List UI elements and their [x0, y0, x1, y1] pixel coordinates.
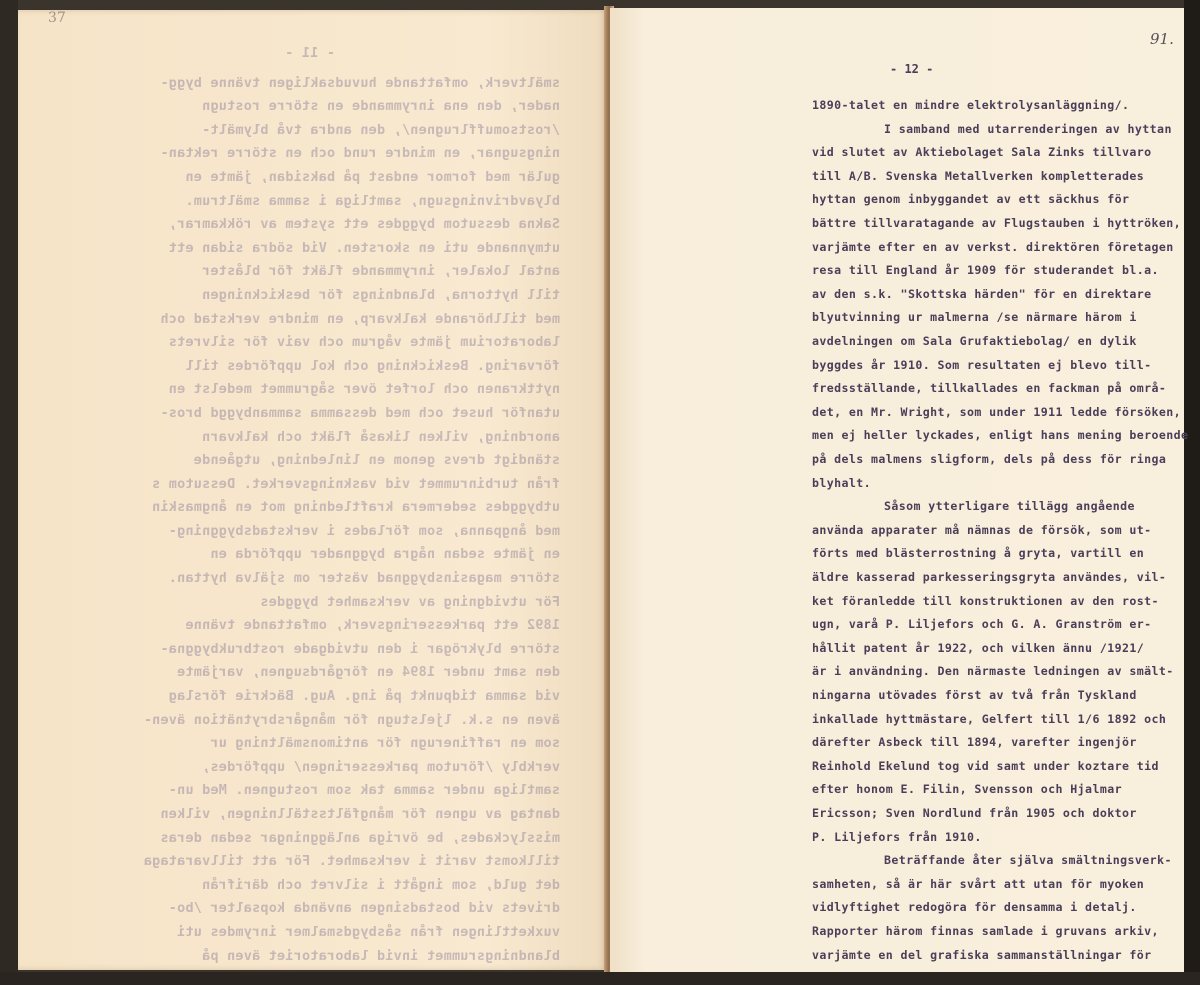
text-line: inkallade hyttmästare, Gelfert till 1/6 1892 och [812, 711, 1167, 726]
text-line: därefter Asbeck till 1894, varefter ingenjör [812, 735, 1137, 750]
bleed-line: det guld, som ingått i silvret och därifrån [201, 876, 560, 893]
text-line: vid slutet av Aktiebolaget Sala Zinks tillvaro [812, 145, 1152, 160]
scan-border-bottom [0, 972, 1200, 985]
text-line: äldre kasserad parkesseringsgryta användes, vil- [812, 570, 1167, 584]
bleed-line: blandningsrummet invid laboratoriet även på [201, 947, 560, 964]
text-line: vidlyftighet redogöra för densamma i detalj. [812, 900, 1137, 915]
bleed-line: /rostsomufflrugnen/, den andra två blymält- [201, 121, 560, 138]
bleed-line: samtliga under samma tak som rostugnen. Med un- [168, 782, 560, 799]
bleed-line: utbyggdes sedermera kraftledning mot en ångmaskin [151, 499, 560, 516]
bleed-line: För utvidgning av verksamhet byggdes [260, 593, 560, 610]
text-line: varjämte efter en av verkst. direktören företagen [812, 239, 1174, 254]
bleed-line: förvaring. Beskickning och kol uppfördes till [185, 357, 560, 374]
mirrored-page-number: - 11 - [285, 45, 335, 61]
bleed-through-text [60, 42, 560, 968]
bleed-line: gulär med formor endast på baksidan, jämte en [185, 168, 560, 185]
text-line: fredsställande, tillkallades en fackman på områ- [812, 381, 1167, 396]
bleed-line: större magasinsbyggnad väster om själva hyttan. [168, 570, 560, 587]
bleed-line: Sakna dessutom byggdes ett system av rökkamrar, [168, 216, 560, 233]
text-line: ket föranledde till konstruktionen av den rost- [812, 593, 1159, 608]
archive-page-number: 91. [1150, 30, 1174, 48]
text-line: samheten, så är här svårt att utan för myoken [812, 876, 1145, 891]
bleed-line: ständigt drevs genom en linledning, utgående [193, 452, 560, 469]
bleed-line: vid samma tidpunkt på ing. Aug. Bäckrie förslag [168, 688, 560, 705]
bleed-line: en jämte sedan några byggnader uppförda en [210, 546, 560, 563]
text-line: bättre tillvaratagande av Flugstauben i hyttröken, [812, 216, 1182, 230]
bleed-line: verkbly /förutom parkesseringen/ uppfördes, [201, 758, 560, 775]
text-line: ningarna utövades först av två från Tyskland [812, 688, 1137, 702]
bleed-line: tillkomst varit i verksamhet. För att tillvarataga [143, 853, 560, 870]
text-line: avdelningen om Sala Grufaktiebolag/ en dylik [812, 334, 1137, 348]
scan-border-left [0, 0, 18, 985]
text-line: hyttan genom inbyggandet av ett säckhus för [812, 192, 1130, 207]
text-line: Rapporter härom finnas samlade i gruvans arkiv, [812, 924, 1159, 938]
bleed-line: utmynnande uti en skorsten. Vid södra sidan ett [168, 239, 560, 256]
bleed-line: smältverk, omfattande huvudsakligen tvänne bygg- [160, 74, 560, 91]
text-line: men ej heller lyckades, enligt hans mening beroende [812, 428, 1189, 443]
bleed-line: antal lokaler, inrymmande fläkt för blåster [201, 263, 560, 280]
bleed-line: blyavdrivningsugn, samtliga i samma smältrum. [185, 192, 560, 209]
text-line: Ericsson; Sven Nordlund från 1905 och doktor [812, 806, 1137, 820]
left-corner-pencil-mark: 37 [48, 10, 66, 26]
bleed-line: större blykrögar i den utvidgade rostbrukbyggna- [160, 640, 560, 657]
text-line: på dels malmens sligform, dels på dess för ringa [812, 452, 1167, 466]
bleed-line: anordning, vilken likaså fläkt och kalkvarn [201, 428, 560, 445]
text-line: till A/B. Svenska Metallverken kompletterades [812, 168, 1145, 183]
text-line: förts med blästerrostning å gryta, vartill en [812, 546, 1145, 561]
text-line: 1890-talet en mindre elektrolysanläggning/. [812, 98, 1130, 112]
text-line: är i användning. Den närmaste ledningen av smält- [812, 664, 1174, 679]
bleed-line: som en raffinerugn för antimonsmältning ur [210, 735, 560, 752]
bleed-line: nader, den ena inrymmande en större rostugn [201, 98, 560, 115]
text-line: varjämte en del grafiska sammanställningar för [812, 947, 1152, 962]
bleed-line: vuxkettlingen från såsbygdsmalmer inrymdes uti [176, 923, 560, 940]
text-line: P. Liljefors från 1910. [812, 829, 982, 844]
bleed-line: dantag av ugnen för mångfältsställningen, vilken [160, 806, 560, 822]
bleed-line: den samt under 1894 en förgårdsugnen, varjämte [176, 664, 560, 681]
bleed-line: även en s.k. ljelstugn för mångårsbrytnätion även- [143, 711, 560, 728]
page-number: - 12 - [890, 62, 934, 76]
text-line: Såsom ytterligare tillägg angående [884, 499, 1135, 514]
text-line: ugn, varå P. Liljefors och G. A. Granström er- [812, 617, 1152, 632]
bleed-line: från turbinrummet vid vaskningsverket. Dessutom s [151, 475, 560, 492]
text-line: Reinhold Ekelund tog vid samt under koztare tid [812, 758, 1159, 773]
text-line: Beträffande åter själva smältningsverk- [884, 853, 1172, 868]
bleed-line: till hyttorna, blandnings för beskickningen [201, 286, 560, 303]
bleed-line: 1892 ett parkesseringsverk, omfattande tvänne [185, 617, 560, 634]
text-line: använda apparater må nämnas de försök, som ut- [812, 522, 1152, 537]
text-line: det, en Mr. Wright, som under 1911 ledde försöken, [812, 404, 1182, 419]
bleed-line: med tillhörande kalkvarp, en mindre verkstad och [160, 310, 560, 327]
text-line: av den s.k. "Skottska härden" för en direktare [812, 286, 1152, 301]
bleed-line: laboratorium jämte vågrum och vaiv för silvrets [168, 334, 560, 351]
bleed-line: ningsugnar, en mindre rund och en större rektan- [160, 145, 560, 162]
text-line: resa till England år 1909 för studerandet bl.a. [812, 263, 1159, 278]
bleed-line: nyttkranen och lorfet över sågrummet medelst en [168, 381, 560, 398]
bleed-line: drivets vid bostadsingen använda kopsalter /bo- [168, 900, 560, 917]
bleed-line: med ångpanna, som förlades i verkstadsbyggning- [168, 522, 560, 539]
text-line: blyutvinning ur malmerna /se närmare härom i [812, 310, 1137, 325]
text-line: efter honom E. Filin, Svensson och Hjalmar [812, 782, 1122, 797]
text-line: byggdes år 1910. Som resultaten ej blevo till- [812, 357, 1152, 372]
bleed-line: misslyckades, be övriga anläggningar sedan deras [160, 829, 560, 846]
text-line: blyhalt. [812, 475, 872, 490]
text-line: hållit patent år 1922, och vilken ännu /1921/ [812, 640, 1145, 655]
text-line: I samband med utarrenderingen av hyttan [884, 121, 1172, 136]
bleed-line: utanför huset och med dessamma sammanbyggd bros- [160, 404, 560, 421]
scan-border-right [1184, 0, 1200, 985]
